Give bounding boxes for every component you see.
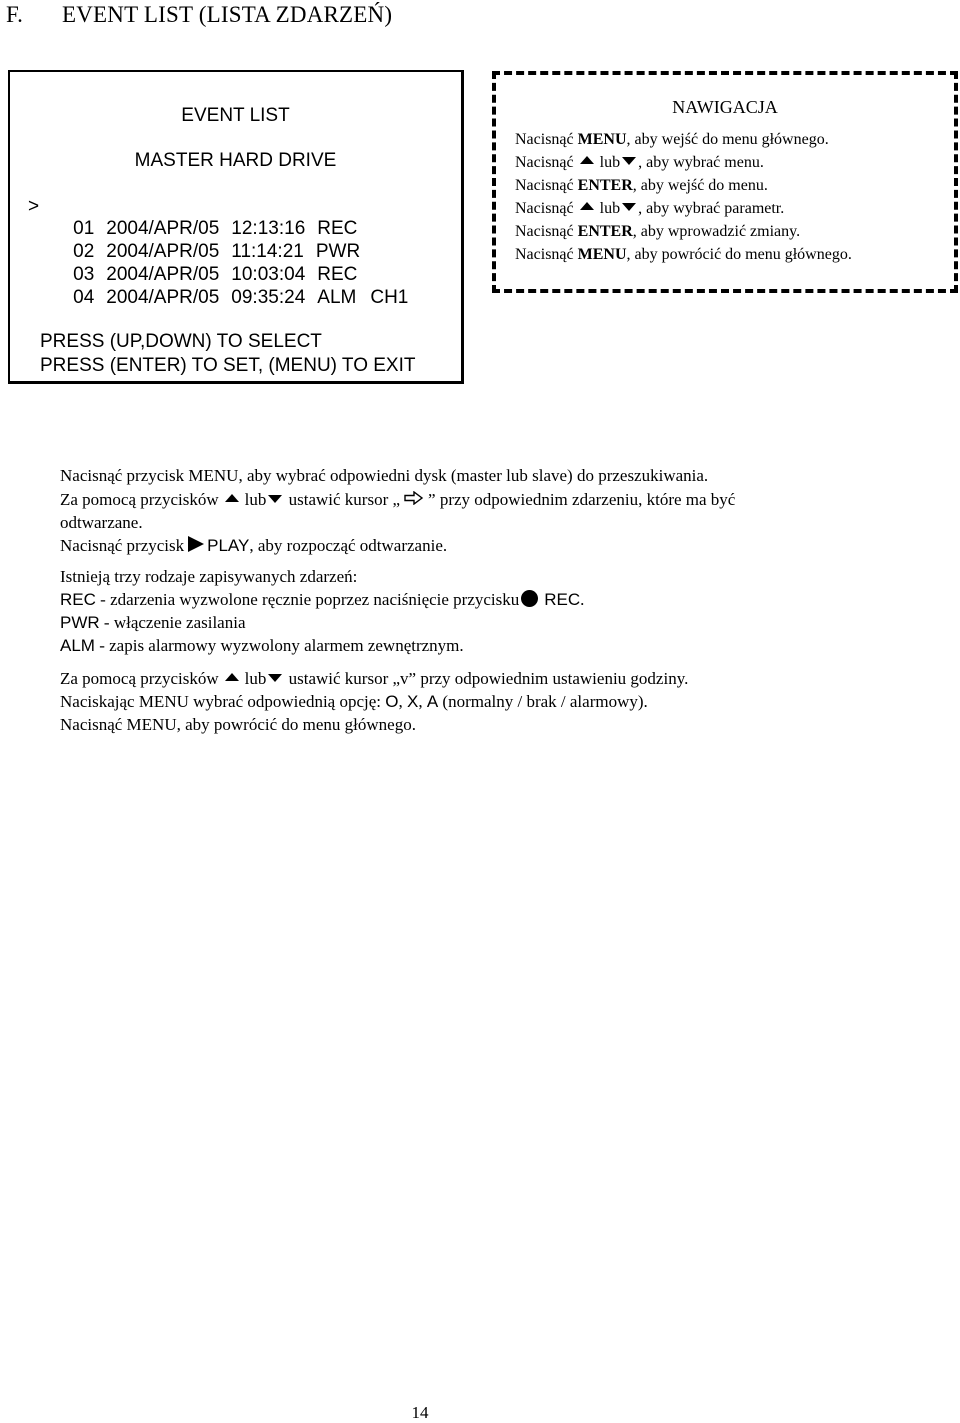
osd-title: EVENT LIST <box>181 105 290 126</box>
nav-press-text: Nacisnąć <box>515 246 574 263</box>
option-x: X <box>406 692 419 711</box>
nav-press-text: Nacisnąć <box>515 177 574 194</box>
osd-cursor: > <box>28 196 40 217</box>
rec-button-label: REC <box>544 590 581 609</box>
pwr-description: - włączenie zasilania <box>99 613 246 632</box>
page-number: 14 <box>411 1403 429 1422</box>
instruction-return: Nacisnąć MENU, aby powrócić do menu głównego. <box>60 715 416 734</box>
alm-description: - zapis alarmowy wyzwolony alarmem zewnętrznym. <box>94 636 464 655</box>
down-arrow-icon <box>622 203 636 211</box>
event-time: 09:35:24 <box>231 287 306 308</box>
event-type: REC <box>317 218 358 239</box>
nav-press-text: Nacisnąć <box>515 131 574 148</box>
record-dot-icon <box>521 590 538 607</box>
instruction-text: ustawić kursor „ <box>288 490 401 509</box>
event-date: 2004/APR/05 <box>106 241 220 262</box>
option-a: A <box>426 692 439 711</box>
up-arrow-icon <box>225 673 239 681</box>
nav-or-text: lub <box>599 200 621 217</box>
nav-step <box>515 131 829 149</box>
event-type: ALM <box>317 287 357 308</box>
event-types-intro: Istnieją trzy rodzaje zapisywanych zdarzeń: <box>60 567 358 586</box>
nav-step-text: , aby wejść do menu. <box>632 177 768 194</box>
pwr-keyword: PWR <box>60 613 100 632</box>
nav-step <box>515 154 764 172</box>
event-num: 03 <box>73 264 95 285</box>
nav-step-text: , aby powrócić do menu głównego. <box>626 246 852 263</box>
event-time: 12:13:16 <box>231 218 306 239</box>
event-num: 02 <box>73 241 95 262</box>
nav-step-text: , aby wybrać parametr. <box>638 200 785 217</box>
rec-description: - zdarzenia wyzwolone ręcznie poprzez naciśnięcie przycisku <box>95 590 520 609</box>
separator: , <box>398 692 407 711</box>
section-letter: F. <box>6 2 24 27</box>
instruction-continued: odtwarzane. <box>60 513 143 532</box>
nav-press-text: Nacisnąć <box>515 154 574 171</box>
nav-step-text: , aby wybrać menu. <box>638 154 764 171</box>
nav-press-text: Nacisnąć <box>515 200 574 217</box>
nav-step-text: , aby wejść do menu głównego. <box>626 131 829 148</box>
section-heading <box>6 2 392 28</box>
instruction-or-text: lub <box>244 669 267 688</box>
instruction-select-disk: Nacisnąć przycisk MENU, aby wybrać odpowiedni dysk (master lub slave) do przeszukiwania. <box>60 466 709 485</box>
instruction-text: ” przy odpowiednim zdarzeniu, które ma być <box>428 490 736 509</box>
instruction-text: Za pomocą przycisków <box>60 490 219 509</box>
event-time: 10:03:04 <box>231 264 306 285</box>
down-arrow-icon <box>268 495 282 503</box>
instruction-or-text: lub <box>244 490 267 509</box>
nav-menu-key: MENU <box>577 246 627 263</box>
down-arrow-icon <box>622 157 636 165</box>
event-row[interactable] <box>52 265 408 331</box>
instruction-text: Za pomocą przycisków <box>60 669 219 688</box>
osd-screen <box>8 70 464 384</box>
instruction-options <box>60 692 648 712</box>
event-date: 2004/APR/05 <box>106 287 220 308</box>
down-arrow-icon <box>268 674 282 682</box>
nav-step <box>515 223 800 241</box>
nav-enter-key: ENTER <box>577 223 633 240</box>
nav-press-text: Nacisnąć <box>515 223 574 240</box>
alm-keyword: ALM <box>60 636 95 655</box>
section-title: EVENT LIST (LISTA ZDARZEŃ) <box>62 2 393 27</box>
play-button-label: PLAY <box>207 536 250 555</box>
osd-footer-exit: PRESS (ENTER) TO SET, (MENU) TO EXIT <box>40 355 416 376</box>
event-type-pwr <box>60 613 246 633</box>
instruction-text: (normalny / brak / alarmowy). <box>438 692 648 711</box>
nav-title: NAWIGACJA <box>672 97 778 117</box>
instruction-text: Nacisnąć przycisk <box>60 536 185 555</box>
nav-or-text: lub <box>599 154 621 171</box>
instruction-time-cursor <box>60 669 688 689</box>
event-time: 11:14:21 <box>231 241 304 262</box>
up-arrow-icon <box>580 156 594 164</box>
osd-footer-select: PRESS (UP,DOWN) TO SELECT <box>40 331 322 352</box>
osd-subtitle: MASTER HARD DRIVE <box>134 150 337 171</box>
event-type-alm <box>60 636 464 656</box>
nav-enter-key: ENTER <box>577 177 633 194</box>
nav-menu-key: MENU <box>577 131 627 148</box>
hollow-arrow-icon <box>404 491 424 505</box>
event-num: 04 <box>73 287 95 308</box>
event-type: REC <box>317 264 358 285</box>
punctuation: . <box>580 590 585 609</box>
option-o: O <box>385 692 399 711</box>
rec-keyword: REC <box>60 590 96 609</box>
event-date: 2004/APR/05 <box>106 218 220 239</box>
event-type: PWR <box>315 241 361 262</box>
event-num: 01 <box>73 218 95 239</box>
separator: , <box>418 692 427 711</box>
nav-step <box>515 177 768 195</box>
up-arrow-icon <box>580 202 594 210</box>
up-arrow-icon <box>225 494 239 502</box>
instruction-play <box>60 536 447 556</box>
nav-step <box>515 200 784 218</box>
instruction-text: ustawić kursor „v” przy odpowiednim ustawieniu godziny. <box>288 669 689 688</box>
instruction-move-cursor <box>60 490 735 510</box>
event-type-rec <box>60 590 584 610</box>
navigation-box <box>492 71 958 293</box>
nav-step-text: , aby wprowadzić zmiany. <box>632 223 801 240</box>
event-date: 2004/APR/05 <box>106 264 220 285</box>
nav-step <box>515 246 852 264</box>
instruction-text: Naciskając MENU wybrać odpowiednią opcję: <box>60 692 386 711</box>
play-icon <box>188 536 204 552</box>
instruction-text: , aby rozpocząć odtwarzanie. <box>249 536 448 555</box>
event-channel: CH1 <box>370 287 409 308</box>
